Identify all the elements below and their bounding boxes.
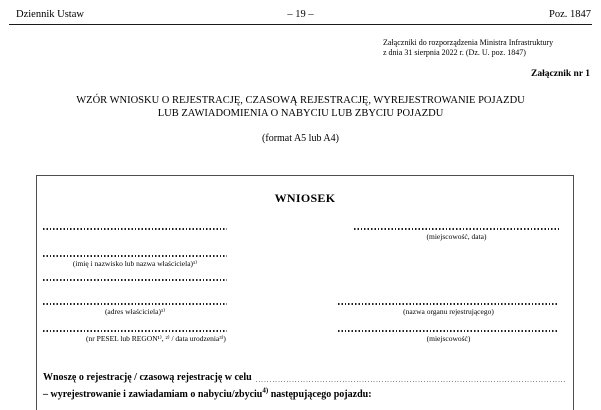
field-label-owner-address: (adres właściciela)¹⁾ xyxy=(104,307,166,316)
field-label-pesel: (nr PESEL lub REGON¹⁾, ²⁾ / data urodzenia³⁾) xyxy=(86,334,226,343)
document-title-line2: LUB ZAWIADOMIENIA O NABYCIU LUB ZBYCIU POJAZDU xyxy=(157,108,444,119)
request-line-2-prefix: – wyrejestrowanie i zawiadamiam o nabyciu/zbyciu xyxy=(43,389,263,400)
form-title: WNIOSEK xyxy=(274,191,336,205)
request-line-2 xyxy=(43,388,372,401)
header-rule xyxy=(9,24,592,25)
field-label-authority: (nazwa organu rejestrującego) xyxy=(403,307,494,316)
request-line-2-footnote-ref: 4) xyxy=(262,386,269,395)
field-line-blank-left-2 xyxy=(43,279,227,281)
request-line-1-fill-line xyxy=(256,381,567,382)
field-label-place: (miejscowość) xyxy=(426,334,471,343)
page-number: – 19 – xyxy=(287,9,314,20)
attachment-note-line2: z dnia 31 sierpnia 2022 r. (Dz. U. poz. 1847) xyxy=(383,48,526,57)
field-line-owner-name xyxy=(43,255,227,257)
request-line-1-text: Wnoszę o rejestrację / czasową rejestrację w celu xyxy=(43,372,252,383)
document-title xyxy=(0,94,601,120)
request-line-1 xyxy=(43,371,567,384)
attachment-note-line1: Załączniki do rozporządzenia Ministra Infrastruktury xyxy=(383,38,554,47)
field-label-place-date: (miejscowość, data) xyxy=(426,232,487,241)
document-title-line1: WZÓR WNIOSKU O REJESTRACJĘ, CZASOWĄ REJESTRACJĘ, WYREJESTROWANIE POJAZDU xyxy=(76,95,525,106)
attachment-note xyxy=(383,38,553,58)
position-number: Poz. 1847 xyxy=(549,9,591,20)
form-box xyxy=(36,175,574,410)
field-label-owner-name: (imię i nazwisko lub nazwa właściciela)¹⁾ xyxy=(72,259,198,268)
field-line-authority xyxy=(338,303,559,305)
format-note: (format A5 lub A4) xyxy=(262,133,339,144)
attachment-label: Załącznik nr 1 xyxy=(531,69,590,79)
field-line-place-date xyxy=(354,228,559,230)
field-line-place xyxy=(338,330,559,332)
field-line-pesel xyxy=(43,330,227,332)
journal-title: Dziennik Ustaw xyxy=(16,9,84,20)
field-line-owner-address xyxy=(43,303,227,305)
field-line-blank-left-1 xyxy=(43,228,227,230)
request-line-2-suffix: następującego pojazdu: xyxy=(268,389,372,400)
